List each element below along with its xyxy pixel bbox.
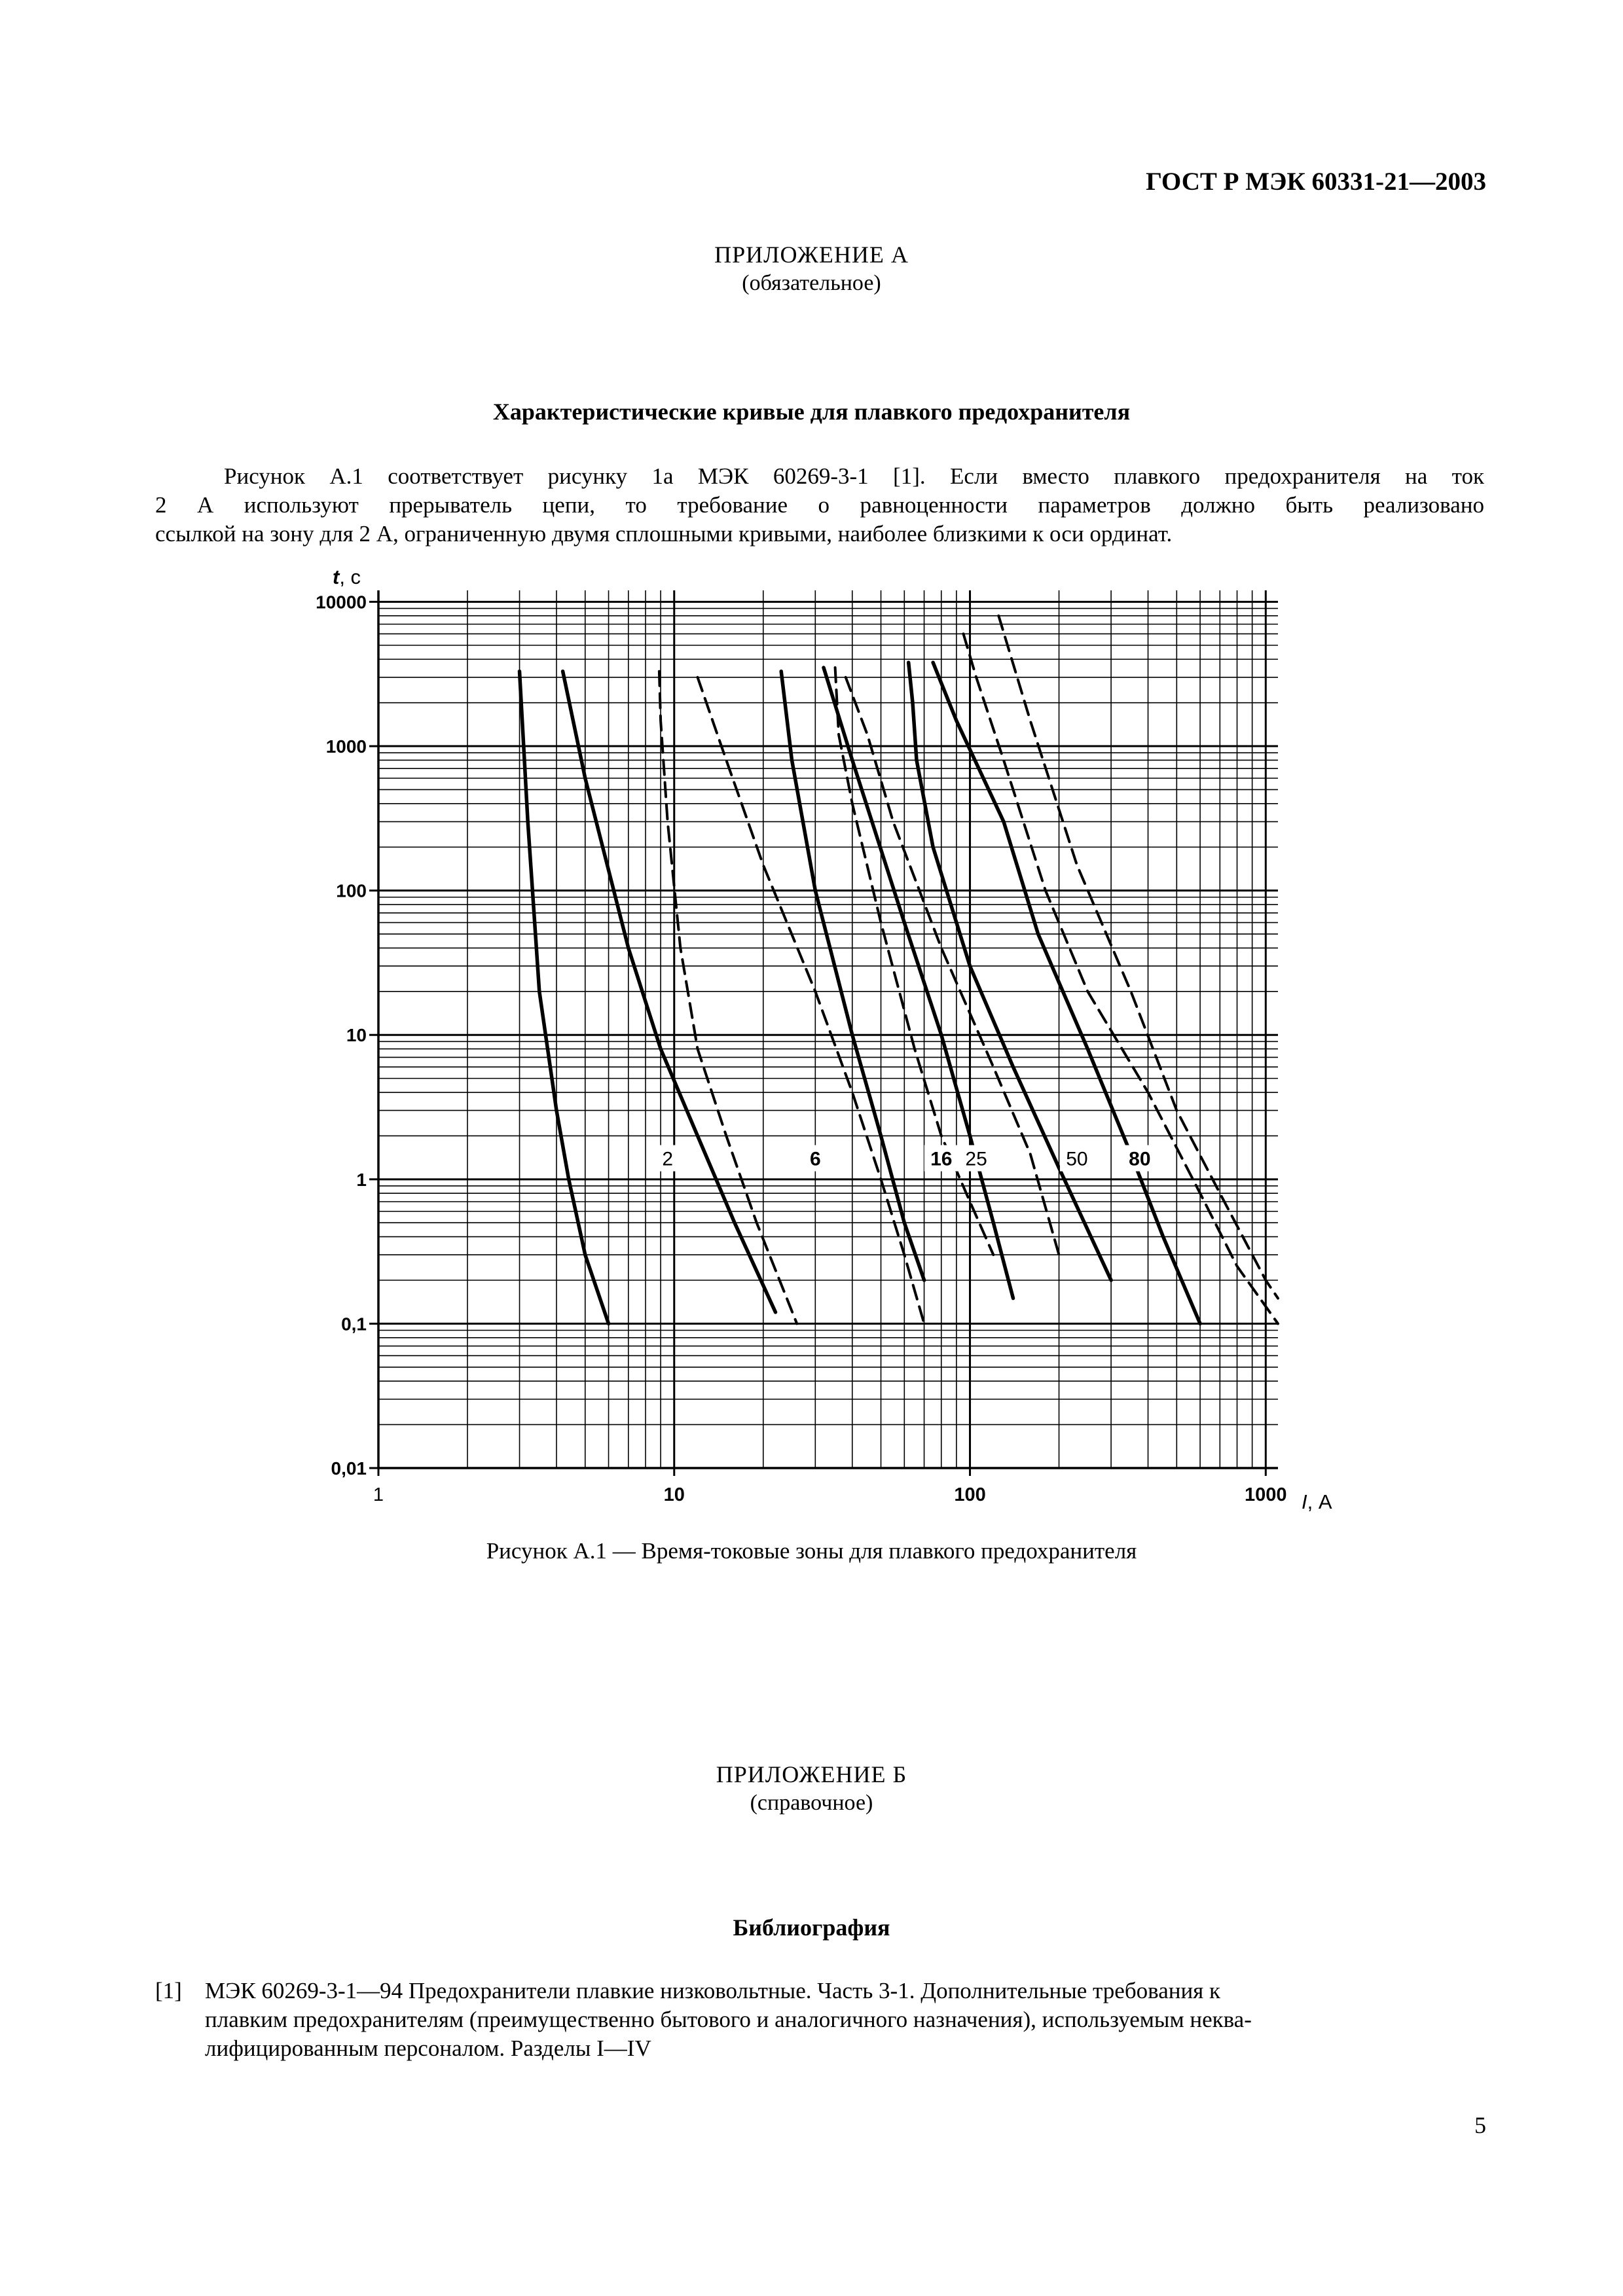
x-tick-label: 100 — [954, 1484, 986, 1505]
bibliography-entry — [155, 1977, 1484, 2063]
document-code: ГОСТ Р МЭК 60331-21—2003 — [1146, 168, 1486, 196]
section-title-bibliography: Библиография — [733, 1914, 890, 1941]
time-current-chart — [288, 563, 1336, 1518]
y-tick-label: 0,1 — [341, 1314, 367, 1335]
curve-solid — [933, 662, 1200, 1323]
appendix-a-title: ПРИЛОЖЕНИЕ А — [714, 242, 909, 268]
zone-label: 80 — [1129, 1148, 1151, 1170]
reference-line: МЭК 60269-3-1—94 Предохранители плавкие низковольтные. Часть 3-1. Дополнительные требования к — [205, 1978, 1221, 2003]
section-title-fuse-curves: Характеристические кривые для плавкого предохранителя — [492, 399, 1131, 425]
zone-label: 50 — [1066, 1148, 1088, 1170]
zone-label: 25 — [965, 1148, 987, 1170]
chart-curves — [520, 616, 1279, 1324]
paragraph-line: 2 А используют прерыватель цепи, то требование о равноценности параметров должно быть реализовано — [155, 492, 1484, 518]
reference-line: плавким предохранителям (преимущественно бытового и аналогичного назначения), используемым неква- — [205, 2007, 1252, 2032]
paragraph-line: Рисунок А.1 соответствует рисунку 1а МЭК 60269-3-1 [1]. Если вместо плавкого предохранителя на ток — [224, 463, 1484, 489]
paragraph-line: ссылкой на зону для 2 А, ограниченную двумя сплошными кривыми, наиболее близкими к оси ординат. — [155, 521, 1173, 547]
x-tick-label: 1000 — [1245, 1484, 1287, 1505]
intro-paragraph — [155, 462, 1484, 548]
y-tick-label: 10 — [346, 1025, 367, 1046]
x-tick-label: 10 — [663, 1484, 685, 1505]
figure-caption: Рисунок А.1 — Время-токовые зоны для плавкого предохранителя — [486, 1538, 1137, 1564]
reference-number: [1] — [155, 1978, 182, 2003]
curve-dashed — [698, 677, 924, 1324]
zone-label: 6 — [809, 1148, 821, 1170]
curve-solid — [909, 662, 1111, 1280]
zone-label: 16 — [930, 1148, 953, 1170]
chart-grid — [369, 590, 1278, 1476]
x-tick-label: 1 — [373, 1484, 384, 1505]
chart-zone-labels — [657, 1145, 1157, 1172]
y-axis-label-rest: , с — [339, 565, 361, 588]
curve-dashed — [964, 634, 1279, 1323]
appendix-a-status: (обязательное) — [742, 271, 881, 295]
curve-solid — [520, 672, 609, 1324]
y-tick-label: 100 — [336, 880, 367, 901]
y-tick-label: 1000 — [325, 736, 367, 757]
y-tick-label: 10000 — [316, 592, 367, 613]
curve-dashed — [998, 616, 1278, 1299]
y-tick-label: 1 — [356, 1169, 367, 1190]
x-axis-label: I, А — [1302, 1490, 1332, 1513]
appendix-b-title: ПРИЛОЖЕНИЕ Б — [716, 1761, 907, 1787]
y-axis-label: t, с — [333, 565, 361, 588]
y-tick-label: 0,01 — [331, 1458, 367, 1479]
reference-line: лифицированным персоналом. Разделы I—IV — [205, 2036, 651, 2061]
appendix-b-status: (справочное) — [750, 1791, 873, 1815]
zone-label: 2 — [662, 1148, 674, 1170]
page-number: 5 — [1474, 2112, 1486, 2138]
